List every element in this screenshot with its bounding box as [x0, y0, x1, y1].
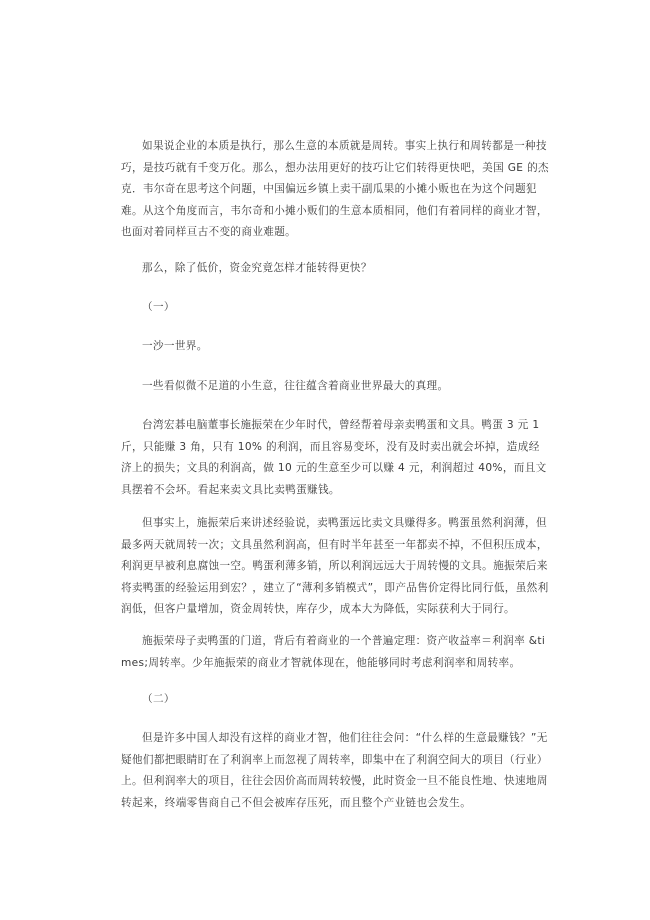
paragraph-2: 那么，除了低价，资金究竟怎样才能转得更快？	[142, 262, 372, 274]
section-heading-1: （一）	[142, 301, 175, 313]
paragraph-1: 如果说企业的本质是执行，那么生意的本质就是周转。事实上执行和周转都是一种技巧，是技巧就有千变万化。那么，想办法用更好的技巧让它们转得更快吧，美国 GE 的杰克．韦尔奇在思考这个问题，中国偏远乡镇上卖干副瓜果的小摊小贩也在为这个问题犯难。从这个角度而言，韦尔奇和小摊小贩们的生意本质相同，他们有着同样的商业才智，也面对着同样亘古不变的商业难题。	[121, 140, 549, 238]
paragraph-6: 但事实上，施振荣后来讲述经验说，卖鸭蛋远比卖文具赚得多。鸭蛋虽然利润薄，但最多两天就周转一次；文具虽然利润高，但有时半年甚至一年都卖不掉，不但积压成本，利润更早被利息腐蚀一空。鸭蛋利薄多销，所以利润远远大于周转慢的文具。施振荣后来将卖鸭蛋的经验运用到宏？，建立了“薄利多销模式”，即产品售价定得比同行低，虽然利润低，但客户量增加，资金周转快，库存少，成本大为降低，实际获利大于同行。	[121, 517, 549, 615]
paragraph-5: 台湾宏碁电脑董事长施振荣在少年时代，曾经帮着母亲卖鸭蛋和文具。鸭蛋 3 元 1 斤，只能赚 3 角，只有 10% 的利润，而且容易变坏，没有及时卖出就会坏掉，造成经济上的损失；文具的利润高，做 10 元的生意至少可以赚 4 元，利润超过 40%，而且文具摆着不会坏。看起来卖文具比卖鸭蛋赚钱。	[121, 419, 547, 496]
paragraph-3: 一沙一世界。	[142, 340, 208, 352]
paragraph-7: 施振荣母子卖鸭蛋的门道，背后有着商业的一个普遍定理：资产收益率＝利润率 &times;周转率。少年施振荣的商业才智就体现在，他能够同时考虑利润率和周转率。	[121, 635, 546, 669]
paragraph-8: 但是许多中国人却没有这样的商业才智，他们往往会问：“什么样的生意最赚钱？”无疑他们都把眼睛盯在了利润率上而忽视了周转率，即集中在了利润空间大的项目（行业）上。但利润率大的项目，往往会因价高而周转较慢，此时资金一旦不能良性地、快速地周转起来，终端零售商自己不但会被库存压死，而且整个产业链也会发生。	[121, 732, 548, 809]
paragraph-4: 一些看似微不足道的小生意，往往蕴含着商业世界最大的真理。	[142, 380, 449, 392]
section-heading-2: （二）	[142, 693, 175, 705]
